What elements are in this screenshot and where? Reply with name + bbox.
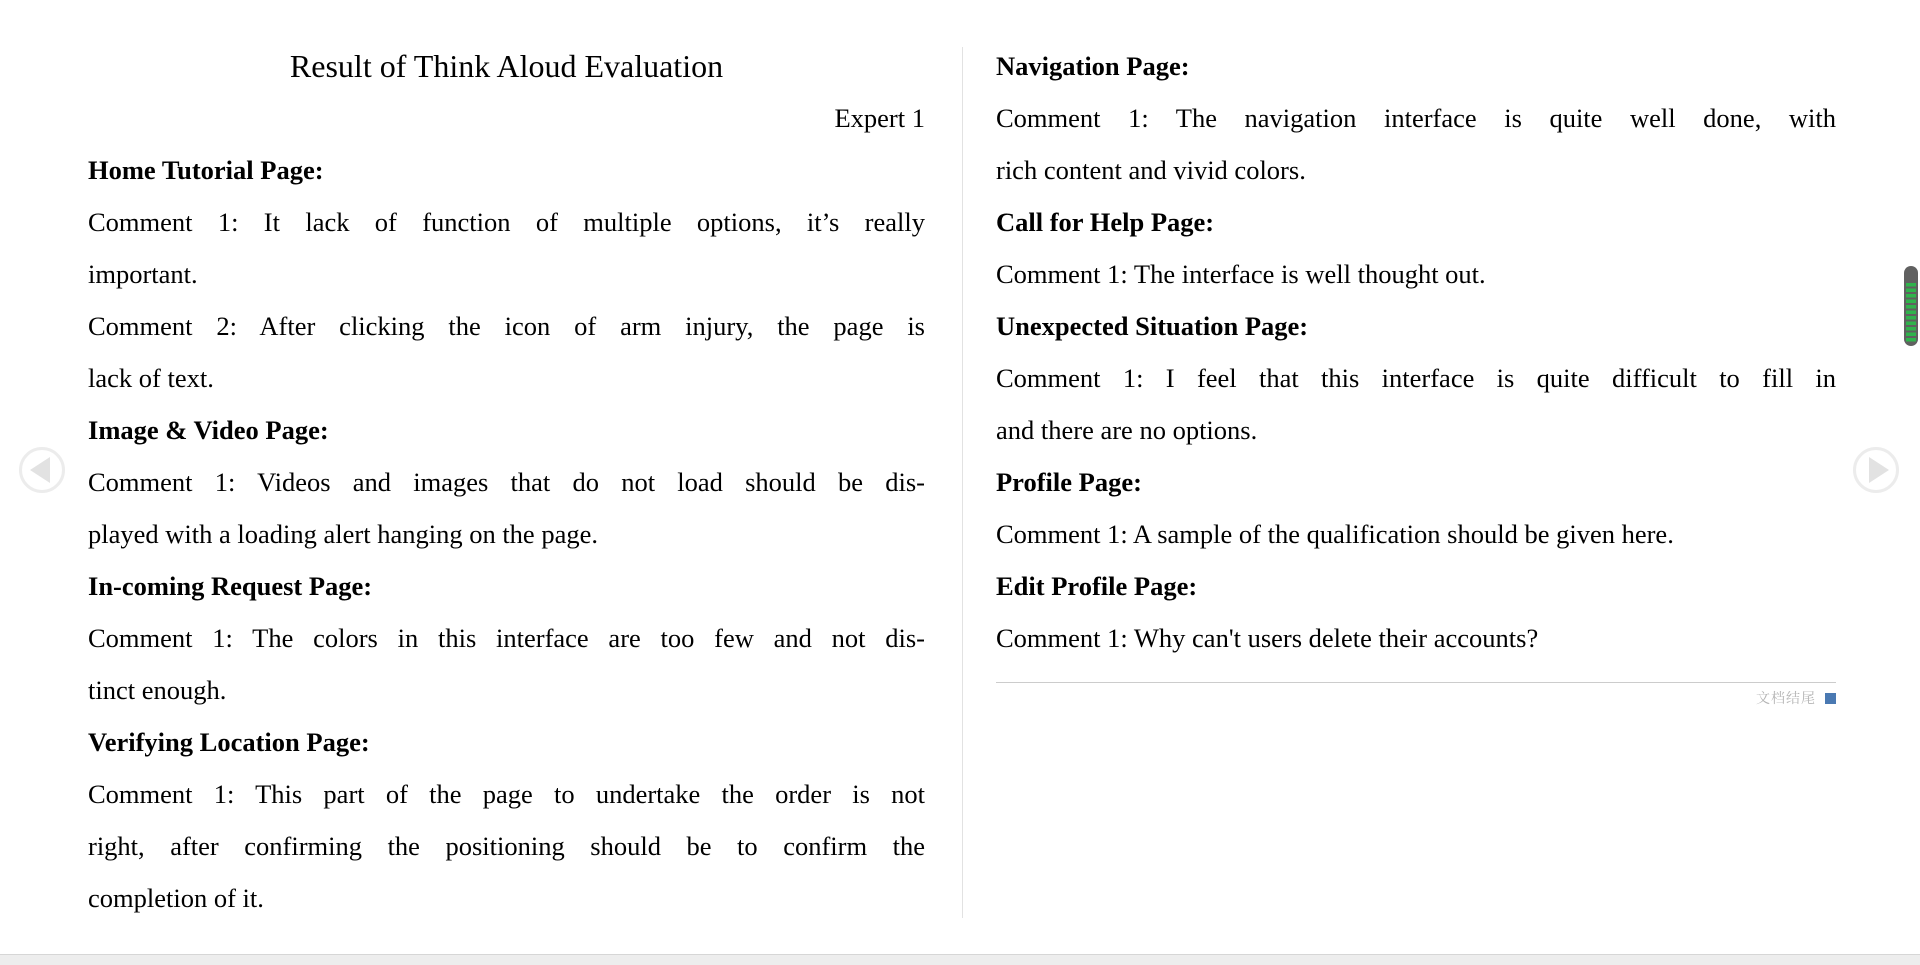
document-line: lack of text. xyxy=(88,363,214,393)
vertical-scrollbar-thumb[interactable] xyxy=(1904,266,1918,346)
document-line: right, after confirming the positioning should be to confirm the xyxy=(88,831,925,861)
scrollbar-stripes xyxy=(1906,283,1916,342)
chevron-left-icon xyxy=(30,457,50,483)
document-line: Verifying Location Page: xyxy=(88,727,370,757)
document-line: Comment 1: The colors in this interface are too few and not dis- xyxy=(88,623,925,653)
left-column xyxy=(88,40,925,924)
column-divider xyxy=(962,47,963,918)
end-of-document-label: 文档结尾 xyxy=(1756,690,1816,706)
right-column xyxy=(996,40,1836,706)
document-line: Unexpected Situation Page: xyxy=(996,311,1309,341)
document-line: Home Tutorial Page: xyxy=(88,155,324,185)
status-bar xyxy=(0,954,1920,965)
document-line: important. xyxy=(88,259,198,289)
next-page-button[interactable] xyxy=(1853,447,1899,493)
document-line: Image & Video Page: xyxy=(88,415,329,445)
document-line: Navigation Page: xyxy=(996,51,1190,81)
previous-page-button[interactable] xyxy=(19,447,65,493)
document-line: completion of it. xyxy=(88,883,264,913)
end-of-document-marker xyxy=(996,690,1836,706)
document-line: Comment 1: A sample of the qualification should be given here. xyxy=(996,519,1674,549)
chevron-right-icon xyxy=(1869,457,1889,483)
document-line: Comment 1: I feel that this interface is quite difficult to fill in xyxy=(996,363,1836,393)
document-line: rich content and vivid colors. xyxy=(996,155,1306,185)
document-line: Comment 2: After clicking the icon of arm injury, the page is xyxy=(88,311,925,341)
document-line: played with a loading alert hanging on the page. xyxy=(88,519,598,549)
document-line: In-coming Request Page: xyxy=(88,571,373,601)
document-line: Comment 1: It lack of function of multiple options, it’s really xyxy=(88,207,925,237)
document-line: Profile Page: xyxy=(996,467,1142,497)
document-line: Comment 1: The interface is well thought out. xyxy=(996,259,1486,289)
document-line: Edit Profile Page: xyxy=(996,571,1198,601)
end-of-document-square-icon xyxy=(1825,693,1836,704)
document-line: and there are no options. xyxy=(996,415,1258,445)
document-line: Comment 1: The navigation interface is quite well done, with xyxy=(996,103,1836,133)
document-line: Comment 1: This part of the page to undertake the order is not xyxy=(88,779,925,809)
document-line: Expert 1 xyxy=(834,103,925,133)
document-line: Comment 1: Why can't users delete their accounts? xyxy=(996,623,1539,653)
right-column-lines xyxy=(996,40,1836,664)
document-line: Call for Help Page: xyxy=(996,207,1215,237)
document-line: Comment 1: Videos and images that do not load should be dis- xyxy=(88,467,925,497)
document-line: tinct enough. xyxy=(88,675,227,705)
document-line: Result of Think Aloud Evaluation xyxy=(289,48,724,84)
end-of-document-divider xyxy=(996,682,1836,683)
